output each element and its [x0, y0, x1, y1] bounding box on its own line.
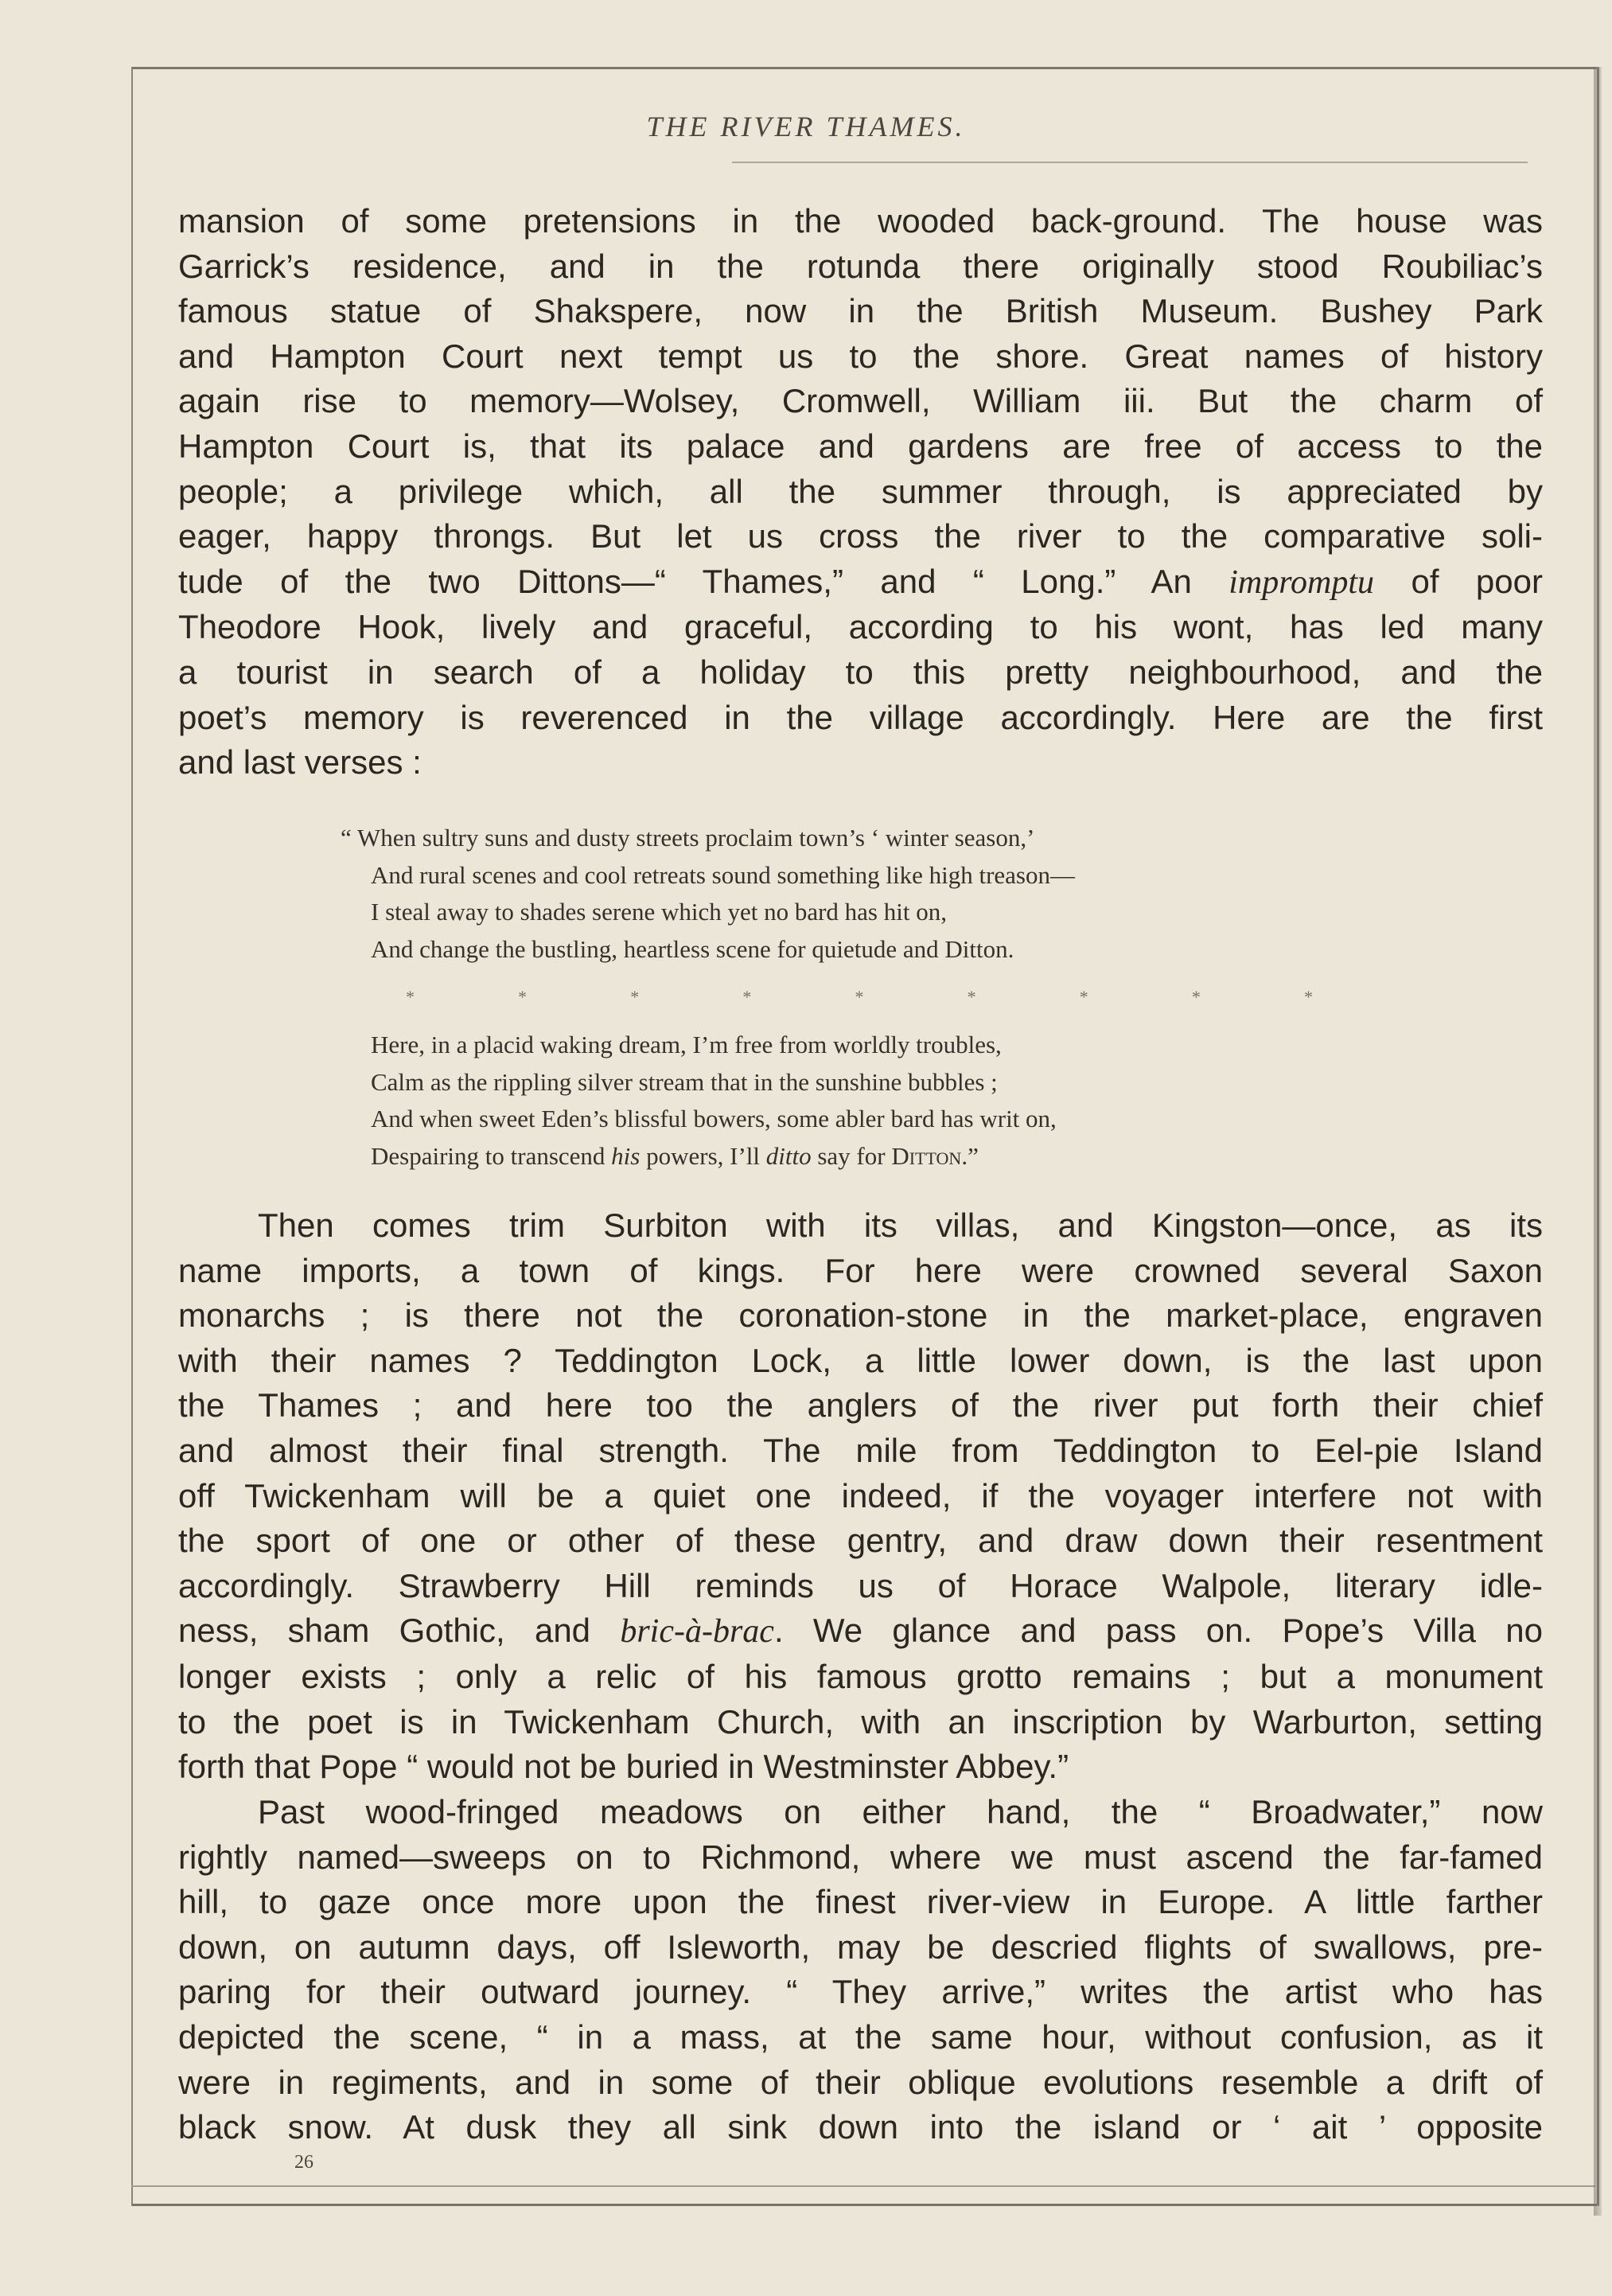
poem-line: And when sweet Eden’s blissful bowers, some abler bard has writ on,	[371, 1105, 1057, 1132]
paragraph-3	[178, 1790, 1543, 2150]
text-line: longer exists ; only a relic of his famous grotto remains ; but a monument	[178, 1657, 1543, 1695]
poem-line: “ When sultry suns and dusty streets proclaim town’s ‘ winter season,’	[341, 824, 1035, 852]
text-line: people; a privilege which, all the summer through, is appreciated by	[178, 472, 1543, 510]
text-span: say for	[811, 1141, 892, 1170]
text-line: Hampton Court is, that its palace and gardens are free of access to the	[178, 427, 1543, 465]
text-line: off Twickenham will be a quiet one indeed, if the voyager interfere not with	[178, 1476, 1543, 1514]
text-line: name imports, a town of kings. For here were crowned several Saxon	[178, 1251, 1543, 1289]
text-line: Theodore Hook, lively and graceful, according to his wont, has led many	[178, 608, 1543, 646]
text-line: Past wood-fringed meadows on either hand, the “ Broadwater,” now	[258, 1793, 1543, 1830]
text-line	[178, 1608, 1543, 1655]
smallcaps-word: Ditton	[891, 1141, 962, 1170]
star-ornament: *	[967, 987, 976, 1007]
text-span: tude of the two Dittons—“ Thames,” and “ Long.” An	[178, 562, 1229, 600]
text-span: .”	[961, 1141, 979, 1170]
text-line: were in regiments, and in some of their oblique evolutions resemble a drift of	[178, 2063, 1543, 2101]
poem-stanza-2	[371, 1027, 1421, 1175]
text-line: and almost their final strength. The mile from Teddington to Eel-pie Island	[178, 1431, 1543, 1469]
text-line: and Hampton Court next tempt us to the shore. Great names of history	[178, 337, 1543, 375]
star-ornament: *	[1304, 987, 1313, 1007]
text-line: depicted the scene, “ in a mass, at the same hour, without confusion, as it	[178, 2017, 1543, 2056]
poem-line	[371, 1138, 1421, 1175]
poem-line: Here, in a placid waking dream, I’m free from worldly troubles,	[371, 1031, 1002, 1058]
text-line: poet’s memory is reverenced in the village accordingly. Here are the first	[178, 698, 1543, 736]
text-line: paring for their outward journey. “ They arrive,” writes the artist who has	[178, 1973, 1543, 2011]
text-line: again rise to memory—Wolsey, Cromwell, William iii. But the charm of	[178, 382, 1543, 420]
poem-line: And rural scenes and cool retreats sound something like high treason—	[371, 860, 1075, 889]
star-ornament: *	[630, 987, 640, 1007]
ornament-stars	[406, 987, 1313, 1008]
text-line: the Thames ; and here too the anglers of the river put forth their chief	[178, 1386, 1543, 1425]
text-line: mansion of some pretensions in the wooded back-ground. The house was	[178, 202, 1543, 240]
star-ornament: *	[742, 987, 752, 1007]
text-line: a tourist in search of a holiday to this pretty neighbourhood, and the	[178, 653, 1543, 691]
text-line: monarchs ; is there not the coronation-stone in the market-place, engraven	[178, 1296, 1543, 1335]
text-line: forth that Pope “ would not be buried in Westminster Abbey.”	[178, 1748, 1069, 1786]
text-line: famous statue of Shakspere, now in the British Museum. Bushey Park	[178, 292, 1543, 330]
paragraph-2	[178, 1203, 1543, 1790]
text-line: black snow. At dusk they all sink down into the island or ‘ ait ’ opposite	[178, 2108, 1543, 2146]
text-line: down, on autumn days, off Isleworth, may be descried flights of swallows, pre-	[178, 1928, 1543, 1966]
star-ornament: *	[518, 987, 528, 1007]
text-line	[178, 559, 1543, 606]
text-span: powers, I’ll	[640, 1141, 766, 1170]
text-line: accordingly. Strawberry Hill reminds us of Horace Walpole, literary idle-	[178, 1566, 1543, 1604]
star-ornament: *	[406, 987, 415, 1007]
italic-word: ditto	[765, 1141, 812, 1170]
text-line: Then comes trim Surbiton with its villas, and Kingston—once, as its	[258, 1206, 1543, 1244]
poem-stanza-1	[341, 820, 1391, 968]
text-span: of poor	[1374, 562, 1543, 600]
binding-shadow	[1594, 67, 1602, 2216]
italic-word: his	[611, 1141, 641, 1170]
text-line: rightly named—sweeps on to Richmond, where we must ascend the far-famed	[178, 1838, 1543, 1876]
paragraph-1	[178, 199, 1543, 785]
star-ornament: *	[855, 987, 864, 1007]
text-line: to the poet is in Twickenham Church, with an inscription by Warburton, setting	[178, 1702, 1543, 1741]
page-border-bottom-rule	[131, 2185, 1595, 2187]
page-number: 26	[294, 2152, 313, 2173]
italic-word: bric-à-brac	[620, 1613, 774, 1651]
text-line: Garrick’s residence, and in the rotunda there originally stood Roubiliac’s	[178, 247, 1543, 285]
running-head: THE RIVER THAMES.	[646, 111, 966, 142]
text-span: ness, sham Gothic, and	[178, 1612, 621, 1650]
star-ornament: *	[1079, 987, 1088, 1007]
text-span: . We glance and pass on. Pope’s Villa no	[773, 1612, 1543, 1650]
text-line: the sport of one or other of these gentry, and draw down their resentment	[178, 1522, 1543, 1560]
star-ornament: *	[1191, 987, 1201, 1007]
text-line: hill, to gaze once more upon the finest river-view in Europe. A little farther	[178, 1883, 1543, 1921]
poem-line: And change the bustling, heartless scene for quietude and Ditton.	[371, 934, 1014, 963]
italic-word: impromptu	[1228, 563, 1375, 601]
head-rule	[732, 162, 1528, 163]
poem-line: Calm as the rippling silver stream that in the sunshine bubbles ;	[371, 1067, 998, 1096]
text-line: and last verses :	[178, 743, 422, 782]
text-line: with their names ? Teddington Lock, a little lower down, is the last upon	[178, 1341, 1543, 1379]
text-line: eager, happy throngs. But let us cross the river to the comparative soli-	[178, 517, 1543, 555]
poem-line: I steal away to shades serene which yet no bard has hit on,	[371, 898, 947, 926]
text-span: Despairing to transcend	[371, 1141, 612, 1170]
